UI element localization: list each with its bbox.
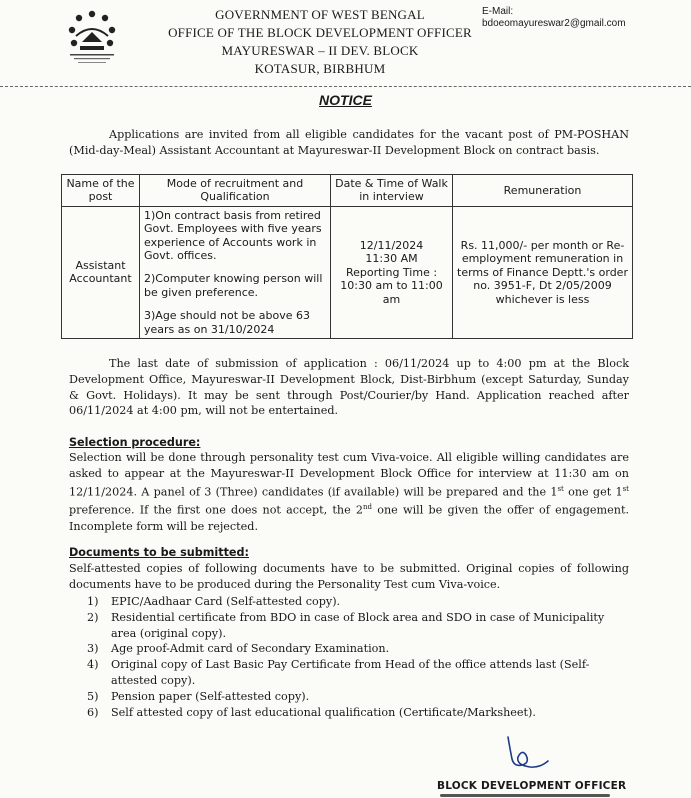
header-mode: Mode of recruitment and Qualification	[140, 175, 331, 207]
documents-heading: Documents to be submitted:	[69, 546, 249, 559]
header-remuneration: Remuneration	[453, 175, 633, 207]
list-item-number: 3)	[87, 642, 99, 656]
reporting-time: Reporting Time : 10:30 am to 11:00 am	[340, 265, 443, 306]
header-date: Date & Time of Walk in interview	[331, 175, 453, 207]
selection-text-a: Selection will be done through personality test cum Viva-voice. All eligible willing candidates are asked to appear at the Mayureswar-II Development Block Office for interview at 11:30 am on 12/11/2024. A panel of 3 (Three) candidates (if available) will be prepared and the 1	[69, 451, 629, 499]
email-block	[482, 6, 626, 30]
mode-item-1: 1)On contract basis from retired Govt. Employees with five years experience of Accounts work in Govt. offices.	[144, 208, 322, 263]
list-item-number: 6)	[87, 705, 99, 719]
cell-mode	[140, 206, 331, 338]
list-item-text: Age proof-Admit card of Secondary Examination.	[111, 642, 390, 656]
selection-sup-1: st	[557, 484, 564, 493]
cell-date	[331, 206, 453, 338]
table-header-row	[62, 175, 633, 207]
interview-time: 11:30 AM	[365, 252, 418, 266]
mode-item-2: 2)Computer knowing person will be given preference.	[144, 272, 323, 299]
list-item-text: Pension paper (Self-attested copy).	[111, 689, 310, 703]
cell-post: Assistant Accountant	[62, 206, 140, 338]
list-item	[87, 689, 631, 705]
selection-paragraph	[69, 450, 629, 534]
selection-text-b: one get 1	[563, 485, 623, 499]
intro-paragraph: Applications are invited from all eligible candidates for the vacant post of PM-POSHAN (Mid-day-Meal) Assistant Accountant at Mayureswar-II Development Block on contract basis.	[69, 128, 629, 157]
list-item-number: 5)	[87, 689, 99, 703]
header-post: Name of the post	[62, 175, 140, 207]
documents-intro: Self-attested copies of following documents have to be submitted. Original copies of following documents have to be produced during the Personality Test cum Viva-voice.	[69, 562, 629, 591]
documents-list	[87, 594, 631, 720]
list-item-text: Original copy of Last Basic Pay Certificate from Head of the office attends last (Self-attested copy).	[111, 658, 590, 687]
selection-text-d: one will be given the offer of engagement. Incomplete form will be rejected.	[69, 503, 629, 533]
email-label: E-Mail:	[482, 6, 514, 17]
vacancy-table	[61, 174, 633, 339]
notice-title: NOTICE	[319, 92, 372, 108]
interview-date: 12/11/2024	[359, 238, 424, 252]
selection-sup-3: nd	[363, 503, 373, 512]
office-header	[150, 6, 490, 78]
last-date-paragraph: The last date of submission of application : 06/11/2024 up to 4:00 pm at the Block Development Office, Mayureswar-II Development Block, Dist-Birbhum (except Saturday, Sunday & Govt. Holidays). It may be sent through Post/Courier/by Hand. Application reached after 06/11/2024 at 4:00 pm, will not be entertained.	[69, 357, 629, 418]
list-item-number: 2)	[87, 610, 99, 624]
table-row	[62, 206, 633, 338]
list-item	[87, 594, 631, 610]
cell-remuneration: Rs. 11,000/- per month or Re-employment remuneration in terms of Finance Deptt.'s order no. 3951-F, Dt 2/05/2009 whichever is less	[453, 206, 633, 338]
list-item	[87, 657, 631, 689]
header-line-4: KOTASUR, BIRBHUM	[254, 61, 386, 76]
header-line-1: GOVERNMENT OF WEST BENGAL	[215, 7, 425, 22]
list-item-text: Self attested copy of last educational qualification (Certificate/Marksheet).	[111, 705, 536, 719]
mode-item-3: 3)Age should not be above 63 years as on 31/10/2024	[144, 309, 310, 336]
selection-heading: Selection procedure:	[69, 436, 201, 449]
list-item	[87, 641, 631, 657]
government-emblem-icon	[62, 8, 122, 68]
signatory-title: BLOCK DEVELOPMENT OFFICER	[437, 780, 627, 792]
signatory-subtitle-cutoff	[440, 794, 620, 798]
email-address[interactable]: bdoeomayureswar2@gmail.com	[482, 18, 626, 29]
list-item-number: 1)	[87, 595, 99, 608]
signature-icon	[500, 735, 550, 775]
list-item	[87, 705, 631, 721]
selection-text-c: preference. If the first one does not accept, the 2	[69, 503, 364, 517]
header-line-3: MAYURESWAR – II DEV. BLOCK	[221, 43, 419, 58]
selection-sup-2: st	[622, 484, 629, 493]
header-line-2: OFFICE OF THE BLOCK DEVELOPMENT OFFICER	[168, 25, 472, 40]
list-item	[87, 610, 631, 642]
list-item-text: EPIC/Aadhaar Card (Self-attested copy).	[111, 595, 341, 608]
header-divider	[0, 86, 691, 87]
list-item-number: 4)	[87, 658, 99, 672]
list-item-text: Residential certificate from BDO in case of Block area and SDO in case of Municipality area (original copy).	[111, 610, 605, 640]
